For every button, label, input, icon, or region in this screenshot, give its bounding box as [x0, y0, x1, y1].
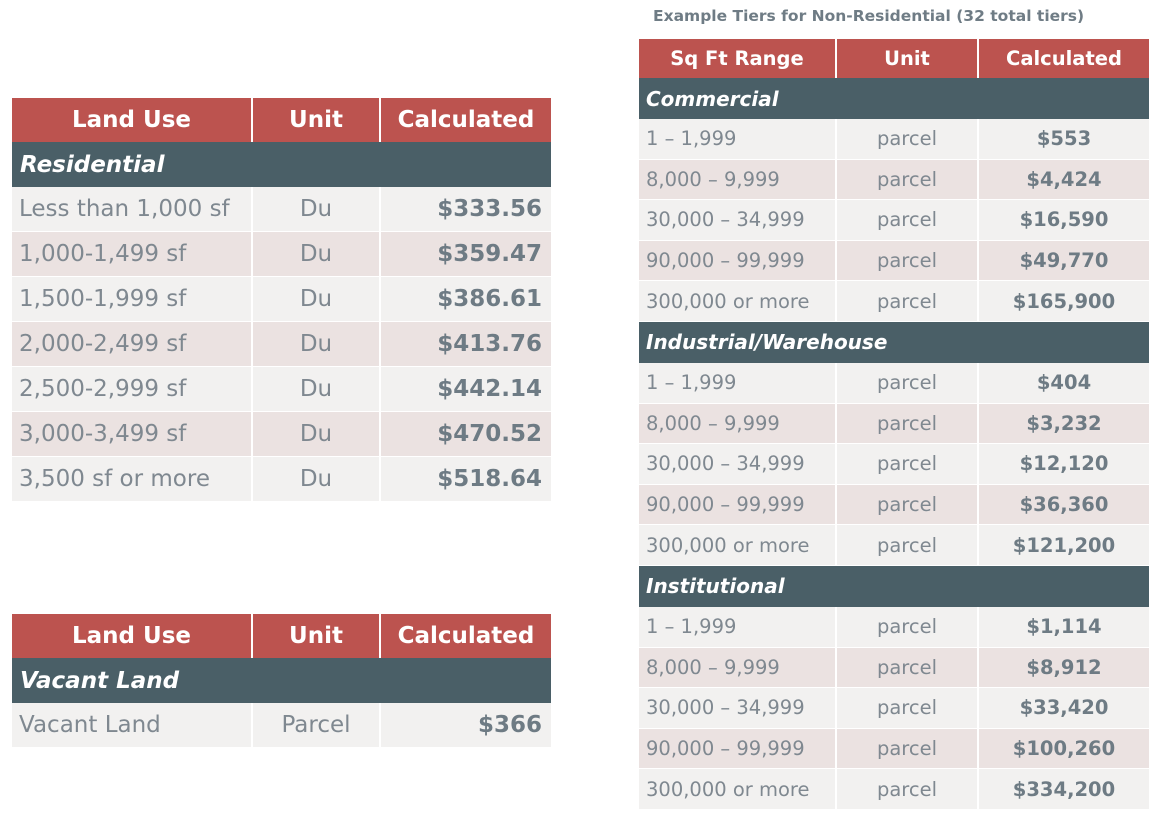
table-row — [12, 457, 551, 502]
calculated-cell: $470.52 — [380, 412, 551, 457]
unit-cell: Du — [252, 187, 380, 232]
table-row — [639, 607, 1149, 647]
header-calculated: Calculated — [978, 39, 1149, 78]
calculated-cell: $386.61 — [380, 277, 551, 322]
unit-cell: Du — [252, 367, 380, 412]
unit-cell: parcel — [836, 484, 978, 525]
header-unit: Unit — [252, 98, 380, 142]
header-land-use: Land Use — [12, 98, 252, 142]
table-row — [639, 444, 1149, 485]
category-row — [12, 658, 551, 703]
table-row — [12, 187, 551, 232]
calculated-cell: $8,912 — [978, 647, 1149, 688]
table-row — [12, 277, 551, 322]
table-row — [639, 728, 1149, 769]
calculated-cell: $16,590 — [978, 200, 1149, 241]
header-unit: Unit — [252, 614, 380, 658]
unit-cell: parcel — [836, 281, 978, 322]
table-row — [639, 688, 1149, 729]
calculated-cell: $3,232 — [978, 403, 1149, 444]
calculated-cell: $404 — [978, 363, 1149, 403]
calculated-cell: $121,200 — [978, 525, 1149, 566]
calculated-cell: $12,120 — [978, 444, 1149, 485]
range-cell: 3,000-3,499 sf — [12, 412, 252, 457]
calculated-cell: $49,770 — [978, 240, 1149, 281]
calculated-cell: $4,424 — [978, 159, 1149, 200]
unit-cell: parcel — [836, 240, 978, 281]
unit-cell: parcel — [836, 119, 978, 159]
unit-cell: parcel — [836, 688, 978, 729]
table-row — [639, 363, 1149, 403]
vacant-land-fee-table — [12, 614, 551, 748]
category-row — [12, 142, 551, 187]
unit-cell: Parcel — [252, 703, 380, 748]
category-label: Commercial — [639, 78, 1149, 119]
category-row — [639, 78, 1149, 119]
unit-cell: parcel — [836, 403, 978, 444]
range-cell: 8,000 – 9,999 — [639, 159, 836, 200]
calculated-cell: $334,200 — [978, 769, 1149, 810]
unit-cell: parcel — [836, 525, 978, 566]
range-cell: 8,000 – 9,999 — [639, 647, 836, 688]
unit-cell: Du — [252, 412, 380, 457]
table-row — [639, 647, 1149, 688]
category-residential: Residential — [12, 142, 551, 187]
unit-cell: parcel — [836, 607, 978, 647]
range-cell: 30,000 – 34,999 — [639, 688, 836, 729]
non-residential-caption: Example Tiers for Non-Residential (32 total tiers) — [653, 7, 1085, 25]
table-row — [639, 484, 1149, 525]
calculated-cell: $366 — [380, 703, 551, 748]
unit-cell: parcel — [836, 363, 978, 403]
header-calculated: Calculated — [380, 614, 551, 658]
range-cell: 3,500 sf or more — [12, 457, 252, 502]
table-row — [639, 403, 1149, 444]
unit-cell: Du — [252, 277, 380, 322]
unit-cell: Du — [252, 457, 380, 502]
non-residential-table-body — [639, 78, 1149, 809]
table-row — [639, 159, 1149, 200]
vacant-table-body — [12, 658, 551, 748]
range-cell: 1,500-1,999 sf — [12, 277, 252, 322]
range-cell: 300,000 or more — [639, 525, 836, 566]
calculated-cell: $165,900 — [978, 281, 1149, 322]
calculated-cell: $33,420 — [978, 688, 1149, 729]
unit-cell: Du — [252, 322, 380, 367]
calculated-cell: $36,360 — [978, 484, 1149, 525]
calculated-cell: $553 — [978, 119, 1149, 159]
unit-cell: parcel — [836, 769, 978, 810]
table-row — [12, 232, 551, 277]
category-row — [639, 321, 1149, 363]
header-calculated: Calculated — [380, 98, 551, 142]
range-cell: 1,000-1,499 sf — [12, 232, 252, 277]
range-cell: 90,000 – 99,999 — [639, 484, 836, 525]
residential-fee-table — [12, 98, 551, 502]
range-cell: 300,000 or more — [639, 769, 836, 810]
range-cell: 1 – 1,999 — [639, 607, 836, 647]
table-row — [639, 119, 1149, 159]
range-cell: 30,000 – 34,999 — [639, 444, 836, 485]
header-sq-ft-range: Sq Ft Range — [639, 39, 836, 78]
calculated-cell: $100,260 — [978, 728, 1149, 769]
range-cell: Less than 1,000 sf — [12, 187, 252, 232]
table-header-row — [12, 614, 551, 658]
unit-cell: parcel — [836, 444, 978, 485]
range-cell: 1 – 1,999 — [639, 119, 836, 159]
header-unit: Unit — [836, 39, 978, 78]
table-row — [12, 322, 551, 367]
range-cell: 90,000 – 99,999 — [639, 728, 836, 769]
table-header-row — [639, 39, 1149, 78]
table-row — [12, 367, 551, 412]
calculated-cell: $1,114 — [978, 607, 1149, 647]
table-row — [639, 240, 1149, 281]
calculated-cell: $359.47 — [380, 232, 551, 277]
calculated-cell: $413.76 — [380, 322, 551, 367]
table-row — [12, 412, 551, 457]
range-cell: 2,500-2,999 sf — [12, 367, 252, 412]
header-land-use: Land Use — [12, 614, 252, 658]
range-cell: 1 – 1,999 — [639, 363, 836, 403]
unit-cell: parcel — [836, 647, 978, 688]
range-cell: 30,000 – 34,999 — [639, 200, 836, 241]
unit-cell: Du — [252, 232, 380, 277]
category-label: Institutional — [639, 565, 1149, 607]
table-row — [639, 281, 1149, 322]
range-cell: 90,000 – 99,999 — [639, 240, 836, 281]
calculated-cell: $518.64 — [380, 457, 551, 502]
unit-cell: parcel — [836, 728, 978, 769]
table-row — [639, 769, 1149, 810]
table-row — [12, 703, 551, 748]
category-vacant-land: Vacant Land — [12, 658, 551, 703]
range-cell: 300,000 or more — [639, 281, 836, 322]
table-header-row — [12, 98, 551, 142]
range-cell: Vacant Land — [12, 703, 252, 748]
category-row — [639, 565, 1149, 607]
category-label: Industrial/Warehouse — [639, 321, 1149, 363]
calculated-cell: $442.14 — [380, 367, 551, 412]
table-row — [639, 200, 1149, 241]
unit-cell: parcel — [836, 159, 978, 200]
range-cell: 8,000 – 9,999 — [639, 403, 836, 444]
non-residential-fee-table — [639, 39, 1149, 810]
table-row — [639, 525, 1149, 566]
unit-cell: parcel — [836, 200, 978, 241]
calculated-cell: $333.56 — [380, 187, 551, 232]
residential-table-body — [12, 142, 551, 502]
range-cell: 2,000-2,499 sf — [12, 322, 252, 367]
